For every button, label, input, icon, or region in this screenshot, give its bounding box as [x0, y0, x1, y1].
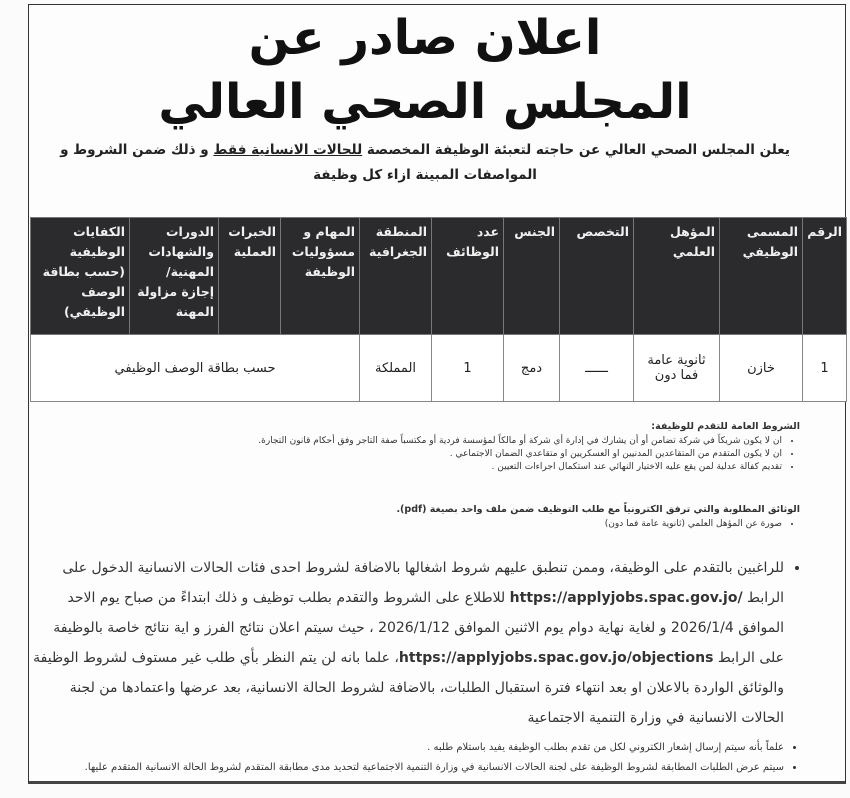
intro-underlined: للحالات الانسانية فقط	[213, 142, 363, 158]
cell-region: المملكة	[360, 335, 432, 402]
cell-qualification: ثانوية عامة فما دون	[634, 335, 720, 402]
header-region: المنطقة الجغرافية	[360, 218, 432, 335]
header-experience: الخبرات العملية	[219, 218, 281, 335]
notice-text: للراغبين بالتقدم على الوظيفة، وممن تنطبق عليهم شروط اشغالها بالاضافة لشروط احدى فئات الحالات الانسانية الدخول على الرابط	[62, 560, 784, 606]
notice-text: ، علما بانه لن يتم النظر بأي طلب غير مستوف لشروط الوظيفة والوثائق الواردة بالاعلان او بعد انتهاء فترة استقبال الطلبات، بالاضافة لشروط الحالة الانسانية، بعد عرضها واعتمادها من لجنة الحالات الانسانية في وزارة التنمية الاجتماعية	[33, 650, 784, 726]
title-line-2: المجلس الصحي العالي	[158, 74, 692, 130]
main-notice	[25, 553, 810, 733]
general-conditions	[20, 420, 800, 474]
objections-link[interactable]: https://applyjobs.spac.gov.jo/objections	[398, 650, 714, 666]
header-count: عدد الوظائف	[432, 218, 504, 335]
main-notice-item	[25, 553, 784, 733]
header-qualification: المؤهل العلمي	[634, 218, 720, 335]
cell-count: 1	[432, 335, 504, 402]
condition-item: • ان لا يكون شريكاً في شركة تضامن أو أن يشارك في إدارة أي شركة أو مالكاً لمؤسسة فردية أو مكتسباً صفة التاجر وفق أحكام قانون التجارة.	[20, 435, 782, 448]
cell-specialization: ــــــ	[560, 335, 634, 402]
apply-link[interactable]: https://applyjobs.spac.gov.jo/	[509, 590, 743, 606]
cell-gender: دمج	[504, 335, 560, 402]
documents-heading: الوثائق المطلوبة والتي ترفق الكترونياً مع طلب التوظيف ضمن ملف واحد بصيغة (pdf).	[396, 504, 800, 515]
cell-merged: حسب بطاقة الوصف الوظيفي	[31, 335, 360, 402]
intro-text-end: و ذلك ضمن الشروط و المواصفات المبينة ازاء كل وظيفة	[60, 142, 537, 183]
header-job-title: المسمى الوظيفي	[720, 218, 803, 335]
table-row	[31, 335, 847, 402]
general-conditions-heading: الشروط العامة للتقدم للوظيفة:	[651, 421, 800, 432]
title-line-1: اعلان صادر عن	[248, 10, 602, 66]
header-courses: الدورات والشهادات المهنية/إجازة مزاولة المهنة	[130, 218, 219, 335]
intro-paragraph	[40, 138, 810, 188]
footer-notes	[20, 738, 810, 778]
intro-text: يعلن المجلس الصحي العالي عن حاجته لتعبئة الوظيفة المخصصة	[362, 142, 790, 158]
header-competencies: الكفايات الوظيفية (حسب بطاقة الوصف الوظيفي)	[31, 218, 130, 335]
notice-text: للاطلاع على الشروط والتقدم بطلب توظيف و ذلك ابتداءً من صباح يوم الاحد الموافق 2026/1/4 و لغاية نهاية دوام يوم الاثنين الموافق 2026/1/12 ، حيث سيتم اعلان نتائج الفرز و اية نتائج خاصة بالوظيفة على الرابط	[53, 590, 784, 666]
header-number: الرقم	[803, 218, 847, 335]
table-header-row	[31, 218, 847, 335]
required-documents	[20, 503, 800, 531]
header-gender: الجنس	[504, 218, 560, 335]
header-specialization: التخصص	[560, 218, 634, 335]
condition-item: • ان لا يكون المتقدم من المتقاعدين المدنيين او العسكريين او متقاعدي الضمان الاجتماعي .	[20, 448, 782, 461]
cell-number: 1	[803, 335, 847, 402]
jobs-table	[30, 217, 847, 402]
condition-item: • تقديم كفالة عدلية لمن يقع عليه الاختيار النهائي عند استكمال اجراءات التعيين .	[20, 461, 782, 474]
header-duties: المهام و مسؤوليات الوظيفة	[281, 218, 360, 335]
footer-note: • سيتم عرض الطلبات المطابقة لشروط الوظيفة على لجنة الحالات الانسانية في وزارة التنمية الاجتماعية لتحديد مدى مطابقة المتقدم لشروط الحالة الانسانية المتقدم عليها.	[20, 758, 784, 778]
cell-job-title: خازن	[720, 335, 803, 402]
footer-note: • علماً بأنه سيتم إرسال إشعار الكتروني لكل من تقدم بطلب الوظيفة يفيد باستلام طلبه .	[20, 738, 784, 758]
document-item: • صورة عن المؤهل العلمي (ثانوية عامة فما دون)	[20, 518, 782, 531]
